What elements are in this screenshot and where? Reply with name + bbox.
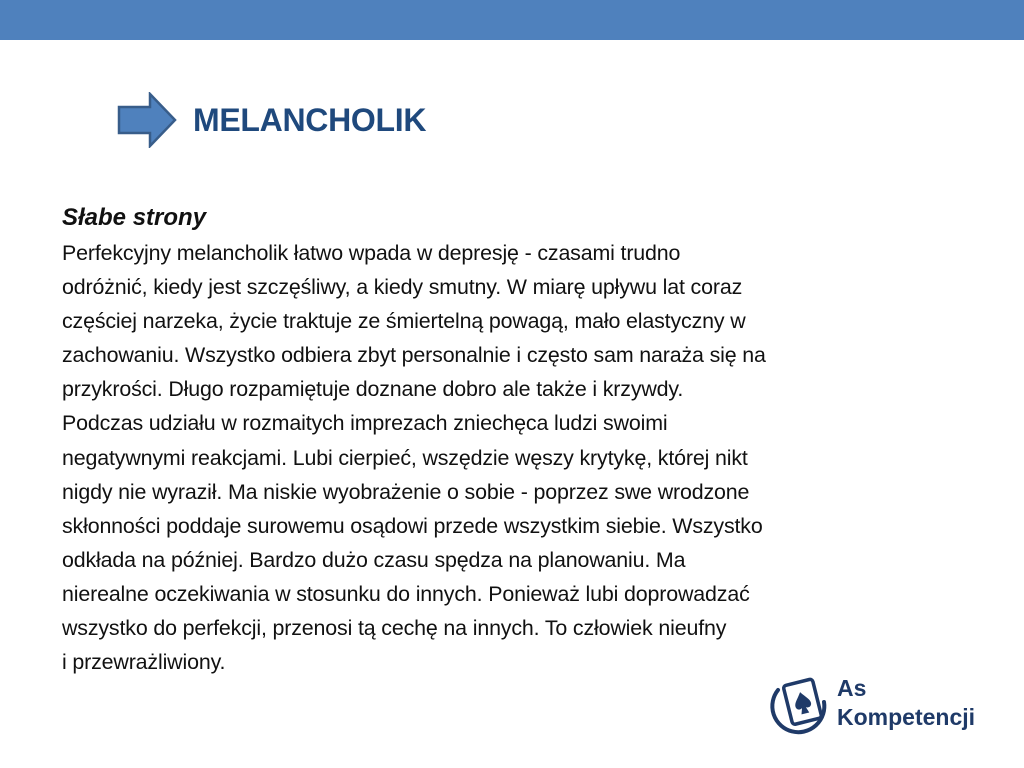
body-line: Podczas udziału w rozmaitych imprezach zniechęca ludzi swoimi	[62, 411, 668, 436]
body-line: przykrości. Długo rozpamiętuje doznane dobro ale także i krzywdy.	[62, 377, 684, 402]
subheading: Słabe strony	[62, 204, 207, 231]
body-line: wszystko do perfekcji, przenosi tą cechę na innych. To człowiek nieufny	[62, 616, 727, 641]
top-accent-bar	[0, 0, 1024, 40]
spade-card-icon	[768, 672, 830, 744]
arrow-right-icon	[117, 92, 177, 148]
body-line: nierealne oczekiwania w stosunku do innych. Ponieważ lubi doprowadzać	[62, 581, 750, 606]
logo-line-1: As	[837, 675, 867, 701]
logo-line-2: Kompetencji	[837, 704, 976, 730]
body-line: skłonności poddaje surowemu osądowi przede wszystkim siebie. Wszystko	[62, 513, 763, 538]
body-line: negatywnymi reakcjami. Lubi cierpieć, wszędzie węszy krytykę, której nikt	[62, 445, 748, 470]
as-kompetencji-logo	[768, 672, 998, 744]
slide-title: MELANCHOLIK	[193, 102, 427, 138]
body-line: nigdy nie wyraził. Ma niskie wyobrażenie o sobie - poprzez swe wrodzone	[62, 479, 750, 504]
body-line: odróżnić, kiedy jest szczęśliwy, a kiedy smutny. W miarę upływu lat coraz	[62, 275, 743, 300]
body-line: zachowaniu. Wszystko odbiera zbyt personalnie i często sam naraża się na	[62, 343, 766, 368]
logo-text	[837, 674, 975, 732]
body-line: odkłada na później. Bardzo dużo czasu spędza na planowaniu. Ma	[62, 547, 686, 572]
body-line: częściej narzeka, życie traktuje ze śmiertelną powagą, mało elastyczny w	[62, 309, 746, 334]
body-paragraph	[62, 236, 972, 679]
body-line: i przewrażliwiony.	[62, 650, 226, 675]
body-line: Perfekcyjny melancholik łatwo wpada w depresję - czasami trudno	[62, 241, 681, 265]
slide-content	[62, 200, 972, 679]
